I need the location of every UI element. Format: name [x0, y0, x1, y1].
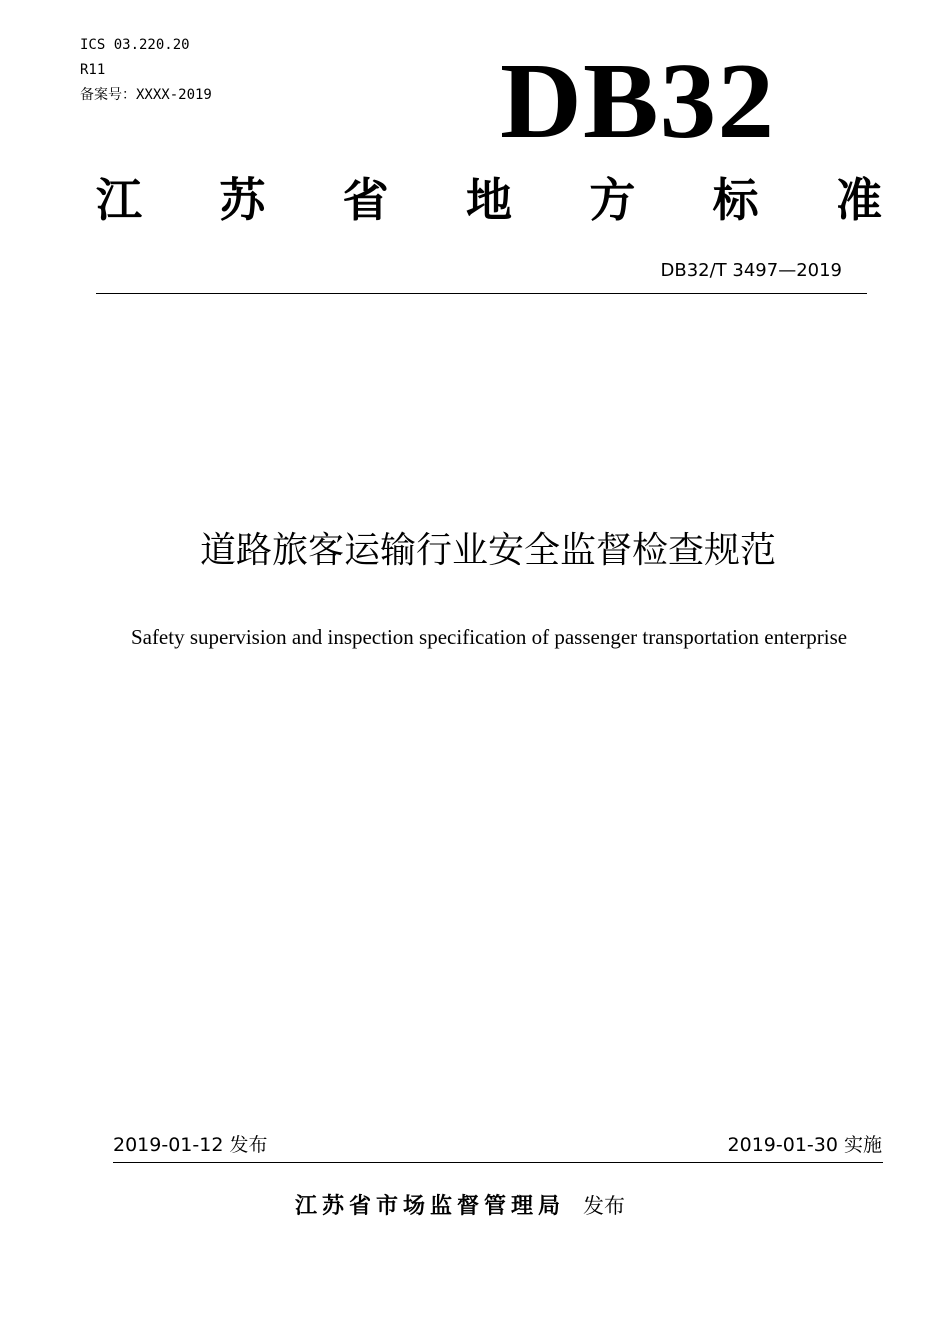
standard-type-char: 江 [96, 173, 142, 227]
standard-type-char: 苏 [219, 173, 266, 227]
standard-type-char: 地 [465, 173, 512, 227]
standard-type-char: 准 [835, 173, 882, 227]
title-chinese: 道路旅客运输行业安全监督检查规范 [199, 530, 776, 571]
release-date: 2019-01-12 发布 [113, 1134, 268, 1156]
issuer-block [295, 1190, 625, 1224]
footer-divider [113, 1162, 883, 1163]
issuer-name: 江苏省市场监督管理局 [295, 1194, 566, 1219]
standard-type-char: 标 [712, 173, 759, 227]
filing-number: 备案号：XXXX-2019 [80, 87, 212, 103]
standard-type-char: 方 [589, 173, 636, 227]
standard-type-heading [96, 172, 882, 228]
standard-type-char: 省 [342, 173, 389, 227]
header-divider [96, 293, 867, 294]
issuer-action: 发布 [583, 1194, 626, 1218]
db32-logo: DB32 [500, 42, 776, 161]
implementation-date: 2019-01-30 实施 [727, 1134, 882, 1156]
ics-code: ICS 03.220.20 [80, 37, 190, 53]
title-english: Safety supervision and inspection specification of passenger transportation enterprise [130, 625, 848, 649]
classification-code: R11 [80, 62, 106, 78]
standard-number: DB32/T 3497—2019 [660, 260, 842, 281]
